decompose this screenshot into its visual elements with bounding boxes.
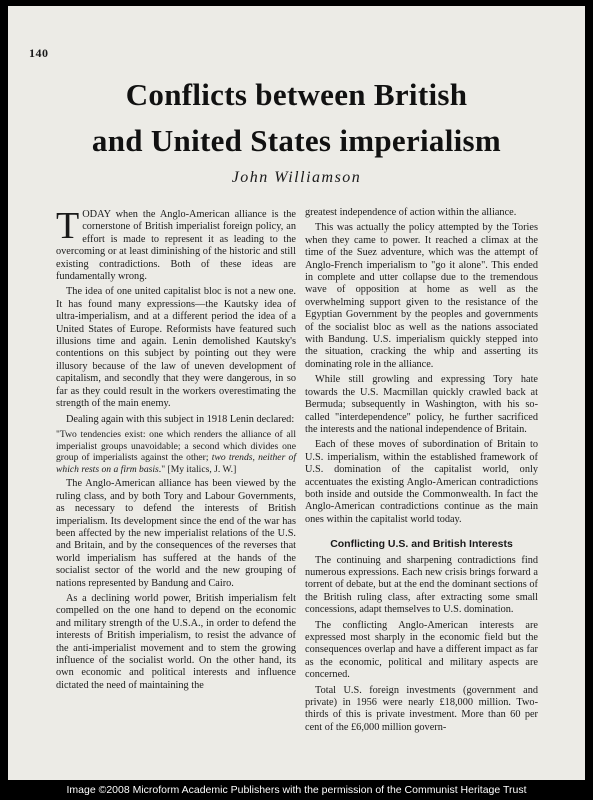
copyright-footer: Image ©2008 Microform Academic Publishers with the permission of the Communist Heritage Trust: [66, 784, 527, 796]
article-title: [8, 72, 585, 164]
drop-cap: T: [56, 205, 80, 247]
section-heading: Conflicting U.S. and British Interests: [330, 538, 513, 551]
paragraph: The conflicting Anglo-American interests are expressed most sharply in the economic field but the consequences overlap and have a different impact as far as the economic, political and military aspects are concerned.: [305, 619, 538, 681]
paragraph: Total U.S. foreign investments (government and private) in 1956 were nearly £18,000 million. Two-thirds of this is private investment. More than 60 per cent of the £6,000 million govern-: [305, 684, 538, 733]
paragraph: This was actually the policy attempted by the Tories when they came to power. It reached a climax at the time of the Suez adventure, which was the attempt of Anglo-French imperialism to "go it alone". This ended in complete and utter collapse due to the tremendous wave of opposition at home as well as the overwhelming support given to the resistance of the Egyptian Government by the peoples and governments of the socialist bloc as well as the nations associated with Bandung. U.S. imperialism quickly stepped into the situation, cracking the whip and asserting its dominating role in the alliance.: [305, 222, 538, 370]
block-quote: "Two tendencies exist: one which renders the alliance of all imperialist groups unavoidable; a second which divides one group of imperialists against the other; two trends, neither of which rests on a firm basis." [My italics, J. W.]: [56, 428, 296, 475]
paragraph: TODAY when the Anglo-American alliance is the cornerstone of British imperialist foreign policy, an effort is made to represent it as leading to the overcoming or at least diminishing of the historic and still existing contradictions. Both of these ideas are fundamentally wrong.: [56, 205, 296, 283]
paragraph: As a declining world power, British imperialism felt compelled on the one hand to depend on the economic and military strength of the U.S.A., in order to defend the interests of British imperialism, to resist the advance of the anti-imperialist movement and to stem the growing influence of the socialist world. On the other hand, its own economic and political interests and influence dictated the need of maintaining the: [56, 592, 296, 691]
right-column: [305, 207, 538, 737]
paragraph: Dealing again with this subject in 1918 Lenin declared:: [66, 413, 295, 425]
paragraph: Each of these moves of subordination of Britain to U.S. imperialism, within the established framework of U.S. domination of the capitalist world, only accentuates the existing Anglo-American contradictions both inside and outside the Commonwealth. In fact the Anglo-American contradictions continue as the main ones within the capitalist world today.: [305, 439, 538, 525]
paragraph: While still growling and expressing Tory hate towards the U.S. Macmillan quickly crawled back at Bermuda; subsequently in Washington, with his so-called "interdependence" policy, he further sacrificed the interests and the national independence of Britain.: [305, 374, 538, 435]
title-line-2: and United States imperialism: [91, 123, 502, 158]
title-line-1: Conflicts between British: [125, 77, 468, 112]
left-column: [56, 205, 296, 695]
paragraph: The Anglo-American alliance has been viewed by the ruling class, and by both Tory and Labour Governments, as necessary to defend the interests of British imperialism. Its development since the end of the war has been affected by the new imperialist relations of the U.S. and Britain, and by the consequences of the reverses that world imperialism has suffered at the hands of the socialist sector of the world and the new grouping of nations represented by Bandung and Cairo.: [56, 478, 296, 589]
page-number: 140: [29, 46, 49, 60]
paragraph: greatest independence of action within the alliance.: [305, 207, 517, 218]
paragraph: The idea of one united capitalist bloc is not a new one. It has found many expressions—the Kautsky idea of ultra-imperialism, and at a different period the idea of a United States of Europe. Reformists have featured such illusions time and again. Lenin demolished Kautsky's contentions on this subject by pointing out they were illusory because of the law of uneven development of capitalism, and secondly that they were dangerous, in so far as they could result in the workers overestimating the strength of the main enemy.: [56, 286, 296, 410]
paragraph: The continuing and sharpening contradictions find numerous expressions. Each new crisis brings forward a torrent of debate, but at the end the dominant sections of the British ruling class, after extracting some small concessions, adapt themselves to U.S. domination.: [305, 554, 538, 616]
document-page: [8, 6, 585, 780]
author-byline: John Williamson: [231, 169, 362, 186]
